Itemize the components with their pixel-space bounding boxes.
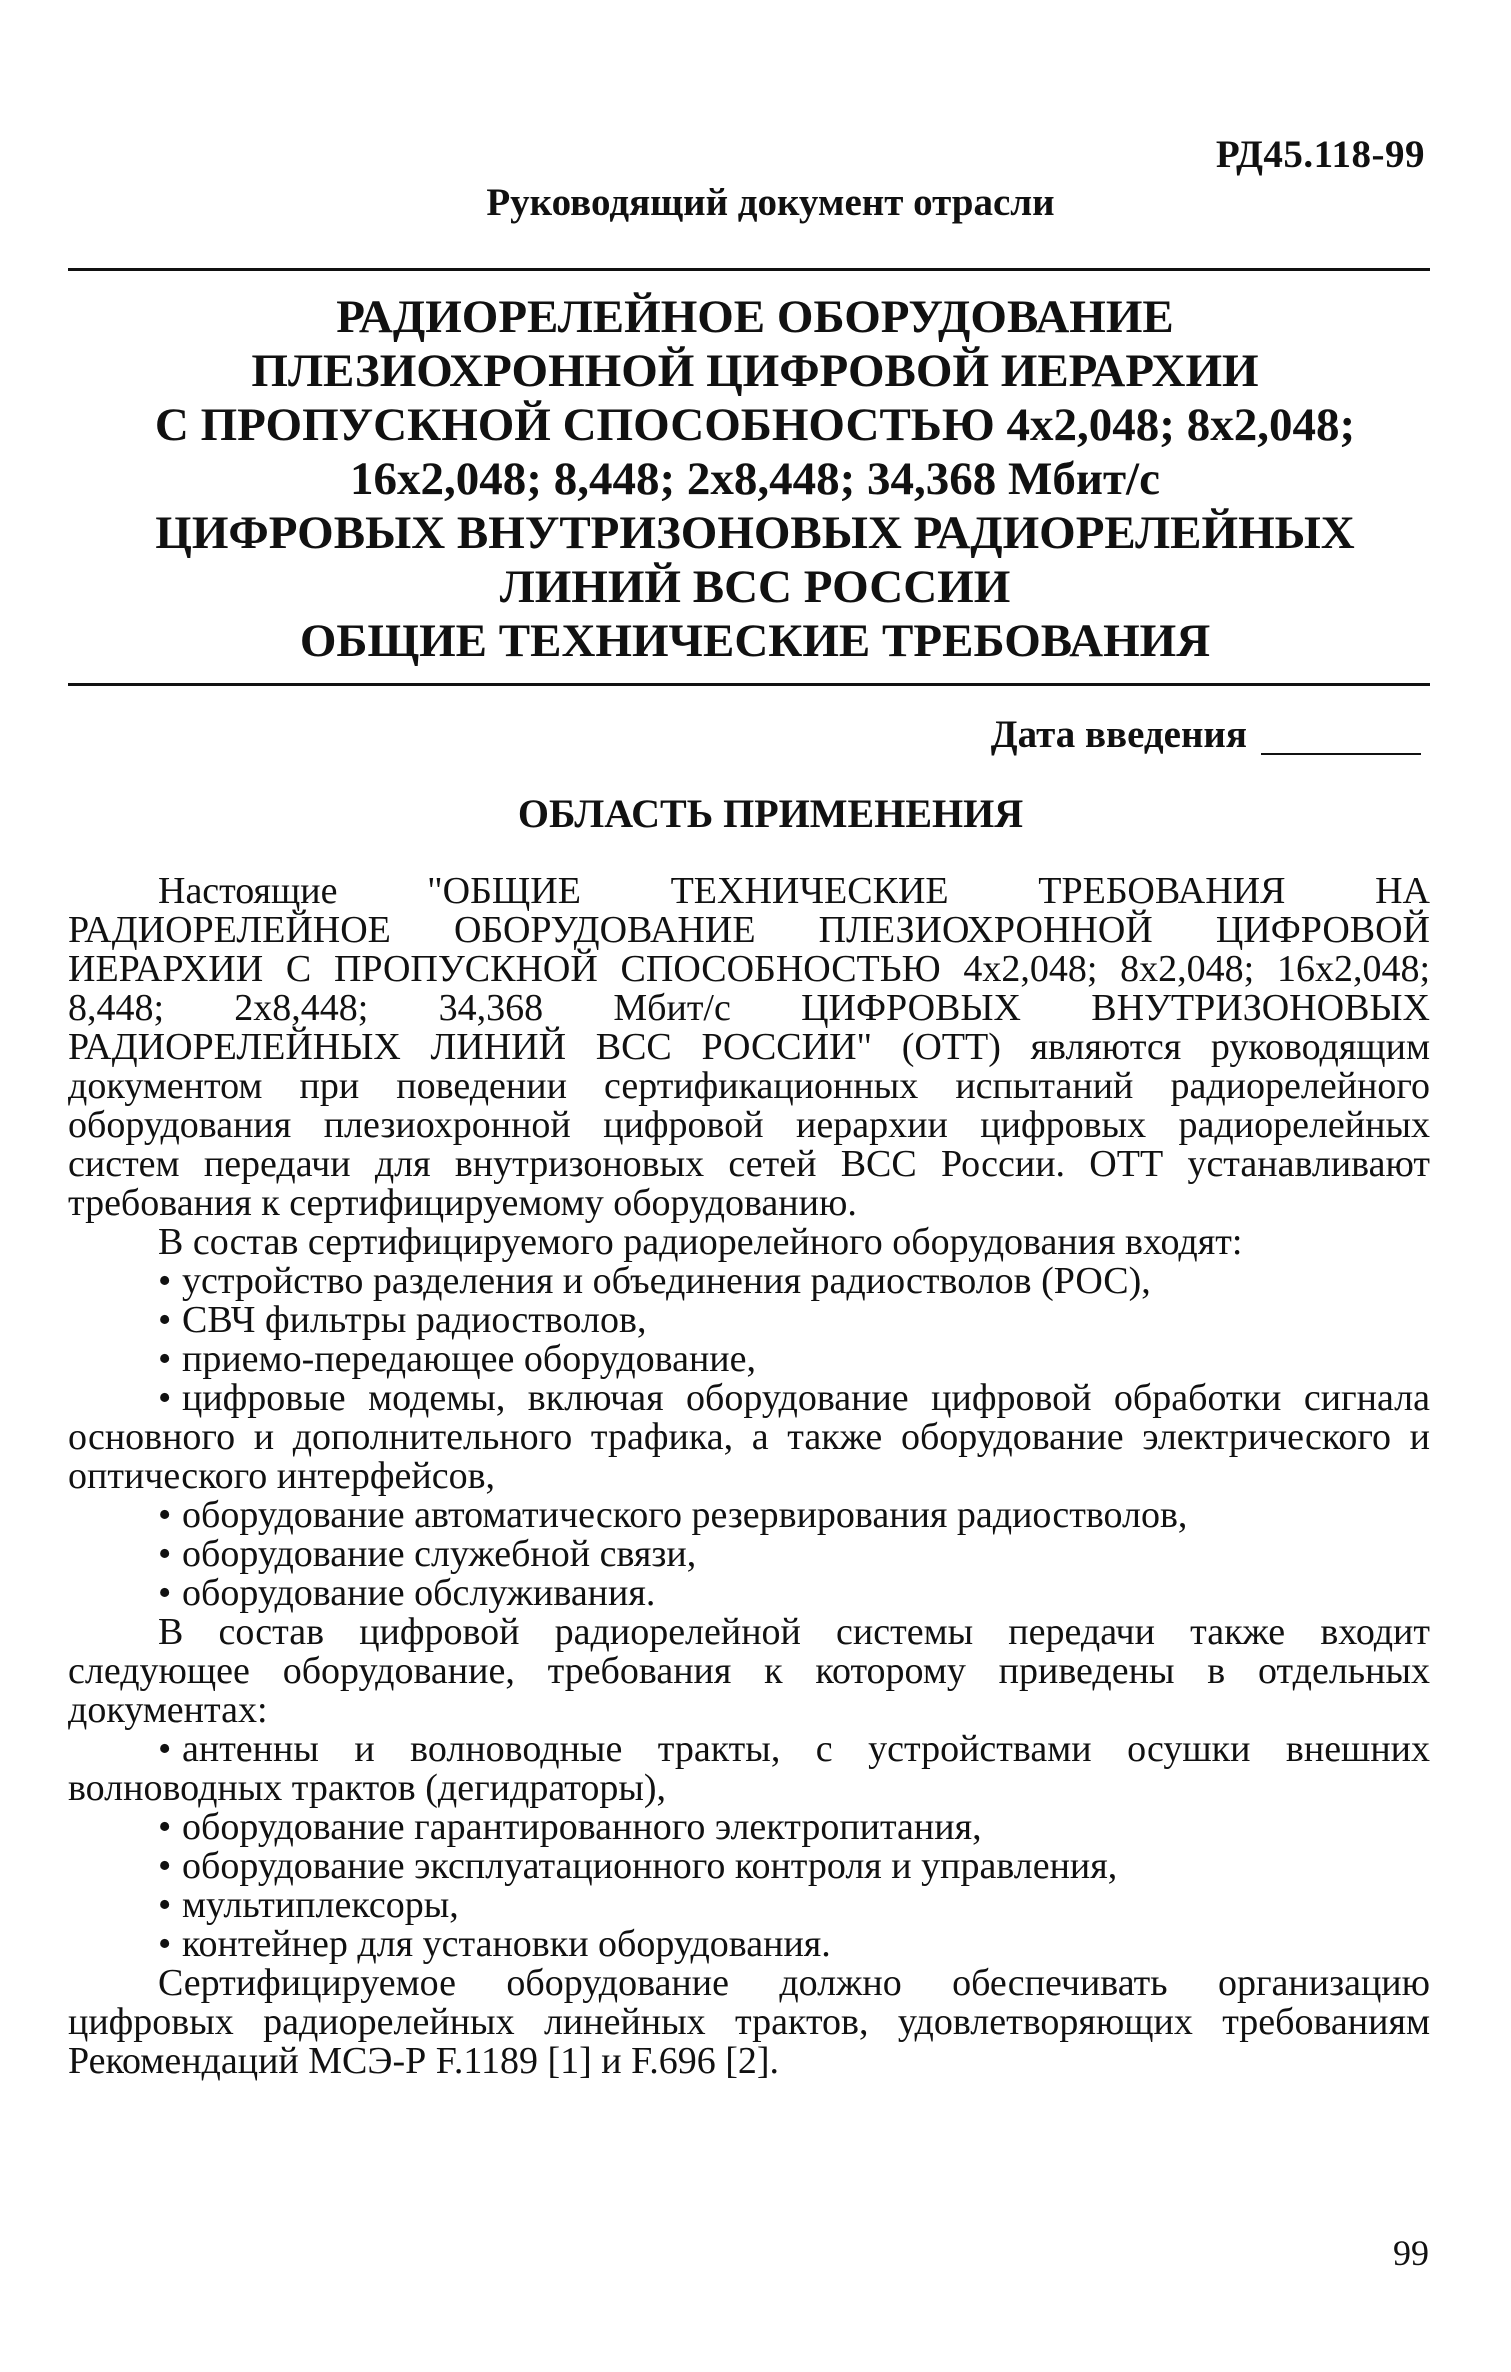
list-item-text: цифровые модемы, включая оборудование цифровой обработки сигнала основного и дополнительного трафика, а также оборудование электрического и оптического интерфейсов, bbox=[68, 1377, 1430, 1497]
list-item-text: СВЧ фильтры радиостволов, bbox=[182, 1299, 647, 1341]
title-line: ЛИНИЙ ВСС РОССИИ bbox=[499, 561, 1011, 613]
list-item-text: приемо-передающее оборудование, bbox=[182, 1338, 757, 1380]
bullet-icon: • bbox=[158, 1260, 172, 1302]
list-item bbox=[68, 1496, 1430, 1535]
title-line: ЦИФРОВЫХ ВНУТРИЗОНОВЫХ РАДИОРЕЛЕЙНЫХ bbox=[155, 507, 1355, 559]
list-item-text: оборудование обслуживания. bbox=[182, 1572, 656, 1614]
introduction-date bbox=[991, 712, 1421, 757]
composition-intro: В состав сертифицируемого радиорелейного оборудования входят: bbox=[158, 1221, 1243, 1263]
document-title bbox=[80, 290, 1430, 668]
bullet-icon: • bbox=[158, 1533, 172, 1575]
bullet-icon: • bbox=[158, 1845, 172, 1887]
list-item bbox=[68, 1847, 1430, 1886]
document-type: Руководящий документ отрасли bbox=[486, 181, 1055, 224]
title-line: ПЛЕЗИОХРОННОЙ ЦИФРОВОЙ ИЕРАРХИИ bbox=[251, 345, 1259, 397]
top-divider bbox=[68, 268, 1430, 271]
bullet-icon: • bbox=[158, 1806, 172, 1848]
list-item-text: контейнер для установки оборудования. bbox=[182, 1923, 831, 1965]
list-item bbox=[68, 1808, 1430, 1847]
bullet-icon: • bbox=[158, 1884, 172, 1926]
list-item bbox=[68, 1730, 1430, 1808]
section-title: ОБЛАСТЬ ПРИМЕНЕНИЯ bbox=[517, 791, 1024, 836]
list-item-text: оборудование эксплуатационного контроля и управления, bbox=[182, 1845, 1118, 1887]
list-item bbox=[68, 1574, 1430, 1613]
list-item bbox=[68, 1886, 1430, 1925]
system-intro: В состав цифровой радиорелейной системы передачи также входит следующее оборудование, требования к которому приведены в отдельных документах: bbox=[68, 1611, 1430, 1731]
list-item-text: оборудование служебной связи, bbox=[182, 1533, 697, 1575]
list-item bbox=[68, 1301, 1430, 1340]
list-item-text: антенны и волноводные тракты, с устройствами осушки внешних волноводных трактов (дегидраторы), bbox=[68, 1728, 1430, 1809]
list-item-text: оборудование автоматического резервирования радиостволов, bbox=[182, 1494, 1188, 1536]
list-item-text: оборудование гарантированного электропитания, bbox=[182, 1806, 982, 1848]
introduction-date-blank bbox=[1261, 753, 1421, 755]
title-line: ОБЩИЕ ТЕХНИЧЕСКИЕ ТРЕБОВАНИЯ bbox=[299, 615, 1211, 667]
introduction-date-label: Дата введения bbox=[990, 713, 1247, 756]
bullet-icon: • bbox=[158, 1572, 172, 1614]
title-line: РАДИОРЕЛЕЙНОЕ ОБОРУДОВАНИЕ bbox=[336, 291, 1174, 343]
bottom-divider bbox=[68, 683, 1430, 686]
bullet-icon: • bbox=[158, 1299, 172, 1341]
section-body bbox=[68, 872, 1430, 2081]
bullet-icon: • bbox=[158, 1338, 172, 1380]
title-line: 16x2,048; 8,448; 2x8,448; 34,368 Мбит/с bbox=[350, 453, 1160, 505]
document-code: РД45.118-99 bbox=[1215, 133, 1425, 176]
intro-paragraph: Настоящие "ОБЩИЕ ТЕХНИЧЕСКИЕ ТРЕБОВАНИЯ НА РАДИОРЕЛЕЙНОЕ ОБОРУДОВАНИЕ ПЛЕЗИОХРОННОЙ ЦИФРОВОЙ ИЕРАРХИИ С ПРОПУСКНОЙ СПОСОБНОСТЬЮ 4x2,048; 8x2,048; 16x2,048; 8,448; 2x8,448; 34,368 Мбит/с ЦИФРОВЫХ ВНУТРИЗОНОВЫХ РАДИОРЕЛЕЙНЫХ ЛИНИЙ ВСС РОССИИ" (ОТТ) являются руководящим документом при поведении сертификационных испытаний радиорелейного оборудования плезиохронной цифровой иерархии цифровых радиорелейных систем передачи для внутризоновых сетей ВСС России. ОТТ устанавливают требования к сертифицируемому оборудованию. bbox=[68, 870, 1430, 1224]
list-item bbox=[68, 1340, 1430, 1379]
bullet-icon: • bbox=[158, 1494, 172, 1536]
list-item bbox=[68, 1925, 1430, 1964]
bullet-icon: • bbox=[158, 1923, 172, 1965]
title-line: С ПРОПУСКНОЙ СПОСОБНОСТЬЮ 4x2,048; 8x2,048; bbox=[154, 399, 1356, 451]
list-item bbox=[68, 1379, 1430, 1496]
list-item-text: мультиплексоры, bbox=[182, 1884, 459, 1926]
bullet-icon: • bbox=[158, 1728, 172, 1770]
conclusion-paragraph: Сертифицируемое оборудование должно обеспечивать организацию цифровых радиорелейных линейных трактов, удовлетворяющих требованиям Рекомендаций МСЭ-Р F.1189 [1] и F.696 [2]. bbox=[68, 1962, 1430, 2082]
list-item bbox=[68, 1262, 1430, 1301]
list-item-text: устройство разделения и объединения радиостволов (РОС), bbox=[182, 1260, 1151, 1302]
list-item bbox=[68, 1535, 1430, 1574]
page-number: 99 bbox=[1393, 2233, 1429, 2273]
bullet-icon: • bbox=[158, 1377, 172, 1419]
